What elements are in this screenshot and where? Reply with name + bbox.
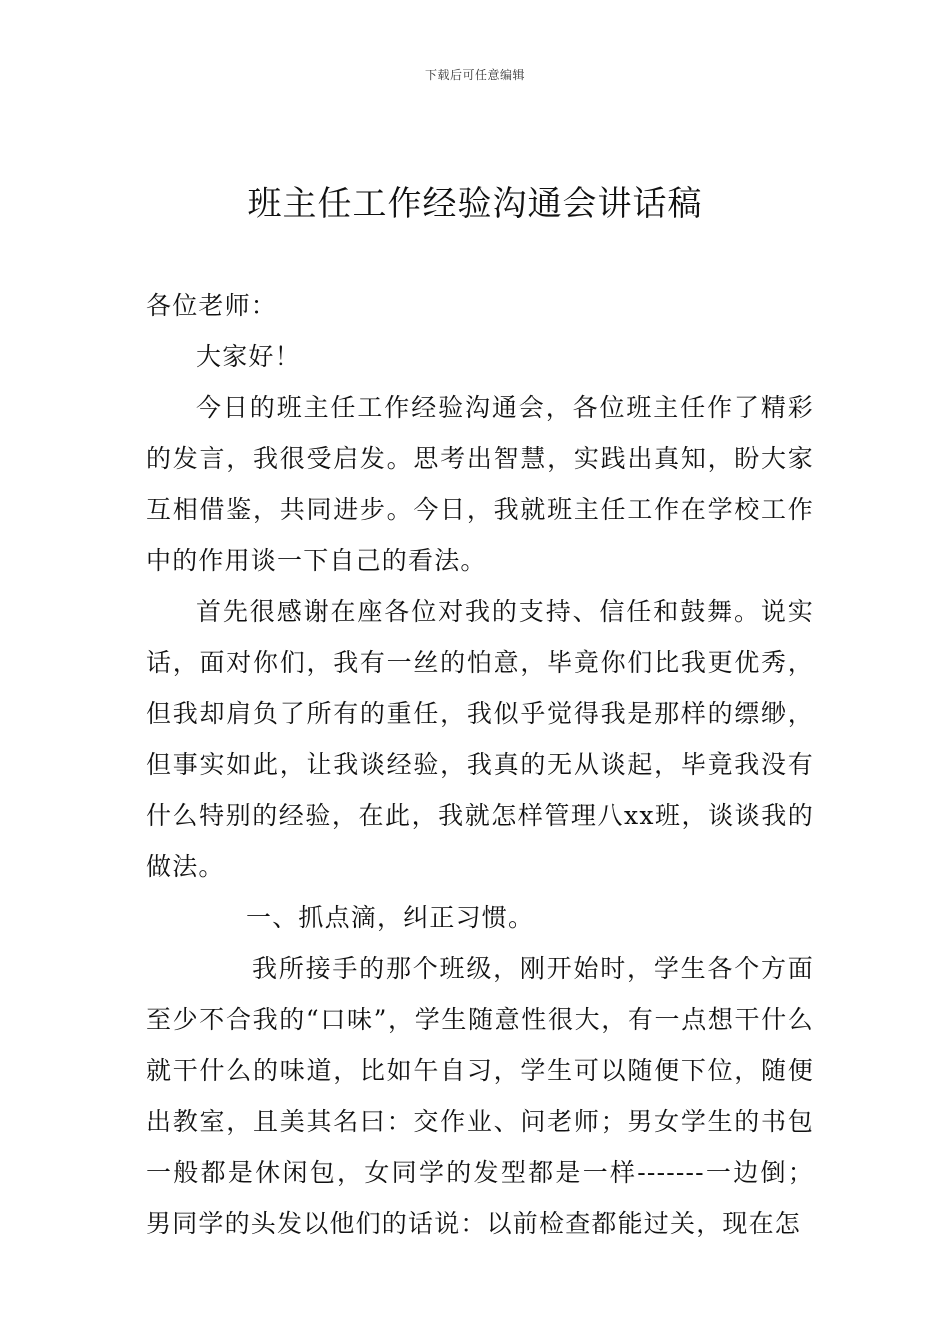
paragraph-1: 今日的班主任工作经验沟通会，各位班主任作了精彩的发言，我很受启发。思考出智慧，实践出真知，盼大家互相借鉴，共同进步。今日，我就班主任工作在学校工作中的作用谈一下自己的看法。 [146,393,814,575]
document-body [146,280,814,1249]
header-note: 下载后可任意编辑 [424,68,525,82]
section-paragraph: 我所接手的那个班级，刚开始时，学生各个方面至少不合我的“口味”，学生随意性很大，有一点想干什么就干什么的味道，比如午自习，学生可以随便下位，随便出教室，且美其名曰：交作业、问老师；男女学生的书包一般都是休闲包，女同学的发型都是一样-------一边倒；男同学的头发以他们的话说：以前检查都能过关，现在怎 [146,954,814,1238]
paragraph-2: 首先很感谢在座各位对我的支持、信任和鼓舞。说实话，面对你们，我有一丝的怕意，毕竟你们比我更优秀，但我却肩负了所有的重任，我似乎觉得我是那样的缥缈，但事实如此，让我谈经验，我真的无从谈起，毕竟我没有什么特别的经验，在此，我就怎样管理八xx班，谈谈我的做法。 [146,597,814,881]
salutation: 各位老师： [146,291,278,320]
document-title: 班主任工作经验沟通会讲话稿 [247,184,703,224]
section-heading: 一、抓点滴，纠正习惯。 [246,903,535,932]
greeting: 大家好！ [196,342,301,371]
